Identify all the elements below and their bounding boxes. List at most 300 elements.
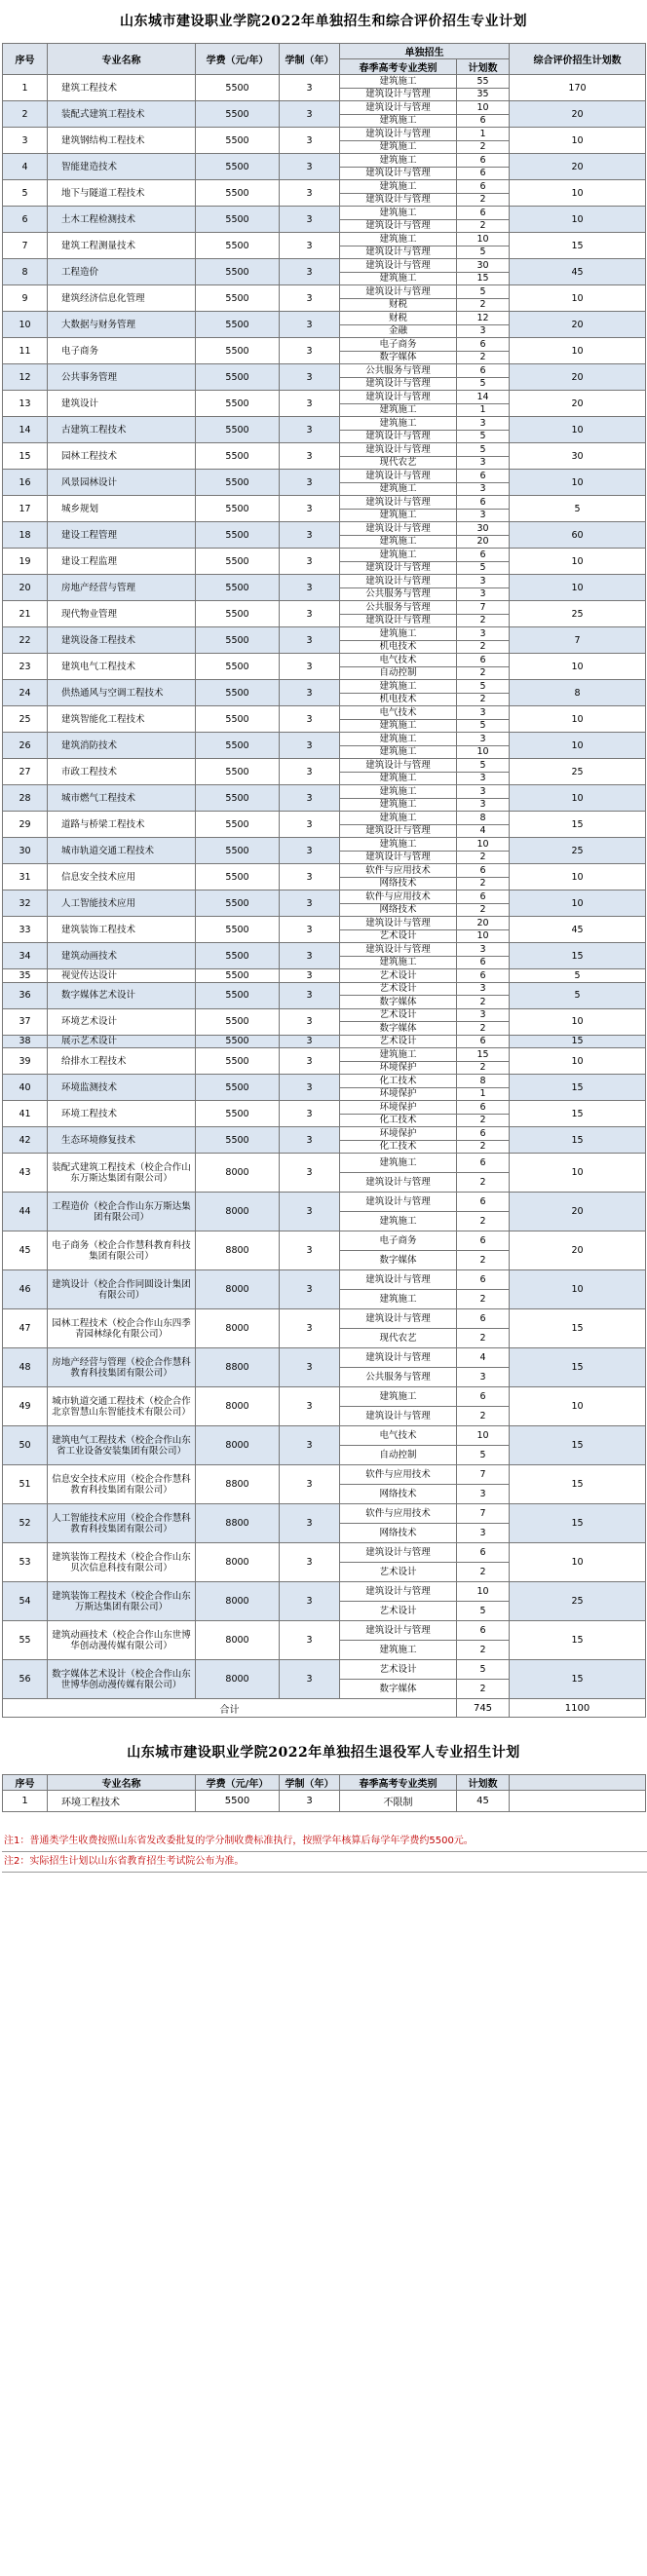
row-plan: 3 — [457, 733, 510, 746]
row-plan: 6 — [457, 496, 510, 510]
row-major: 城乡规划 — [48, 496, 196, 522]
row-category: 建筑施工 — [340, 233, 457, 246]
table-row — [3, 285, 646, 299]
row-category: 建筑设计与管理 — [340, 1270, 457, 1290]
row-plan: 20 — [457, 535, 510, 549]
row-comp: 25 — [510, 1582, 646, 1621]
row-plan: 6 — [457, 154, 510, 168]
row-plan: 6 — [457, 1035, 510, 1048]
row-years: 3 — [280, 1504, 340, 1543]
row-category: 财税 — [340, 298, 457, 312]
row-plan: 3 — [457, 456, 510, 470]
table-row — [3, 812, 646, 825]
row-category: 建筑施工 — [340, 140, 457, 154]
row-years: 3 — [280, 601, 340, 627]
row-comp: 10 — [510, 1048, 646, 1075]
row-fee: 5500 — [196, 1048, 280, 1075]
veteran-row-major: 环境工程技术 — [48, 1791, 196, 1812]
row-plan: 2 — [457, 851, 510, 864]
table-row — [3, 1465, 646, 1485]
row-years: 3 — [280, 1035, 340, 1048]
row-category: 建筑施工 — [340, 1154, 457, 1173]
row-category: 环境保护 — [340, 1087, 457, 1101]
row-years: 3 — [280, 1621, 340, 1660]
row-comp: 10 — [510, 549, 646, 575]
row-fee: 8000 — [196, 1426, 280, 1465]
row-plan: 4 — [457, 824, 510, 838]
table-row — [3, 364, 646, 378]
row-comp: 10 — [510, 1154, 646, 1193]
row-fee: 5500 — [196, 1075, 280, 1101]
table-row — [3, 312, 646, 325]
row-years: 3 — [280, 1193, 340, 1231]
row-category: 建筑施工 — [340, 627, 457, 641]
row-category: 建筑设计与管理 — [340, 824, 457, 838]
table-row — [3, 943, 646, 957]
row-fee: 8000 — [196, 1154, 280, 1193]
row-category: 建筑设计与管理 — [340, 522, 457, 536]
row-category: 机电技术 — [340, 640, 457, 654]
row-plan: 5 — [457, 285, 510, 299]
row-category: 网络技术 — [340, 903, 457, 917]
row-plan: 2 — [457, 903, 510, 917]
row-years: 3 — [280, 1127, 340, 1154]
table-row — [3, 627, 646, 641]
veteran-row-years: 3 — [280, 1791, 340, 1812]
row-major: 地下与隧道工程技术 — [48, 180, 196, 207]
veteran-row-empty — [510, 1791, 646, 1812]
row-plan: 6 — [457, 654, 510, 667]
row-plan: 3 — [457, 509, 510, 522]
veteran-row-plan: 45 — [457, 1791, 510, 1812]
row-category: 建筑施工 — [340, 680, 457, 694]
row-plan: 3 — [457, 706, 510, 720]
table-row — [3, 969, 646, 983]
row-plan: 55 — [457, 75, 510, 89]
row-no: 29 — [3, 812, 48, 838]
row-fee: 5500 — [196, 917, 280, 943]
row-fee: 5500 — [196, 654, 280, 680]
row-plan: 10 — [457, 1582, 510, 1602]
row-no: 12 — [3, 364, 48, 391]
table-row — [3, 207, 646, 220]
table-row — [3, 549, 646, 562]
row-plan: 10 — [457, 1426, 510, 1446]
row-category: 建筑施工 — [340, 114, 457, 128]
row-category: 建筑施工 — [340, 417, 457, 431]
row-plan: 30 — [457, 522, 510, 536]
row-major: 生态环境修复技术 — [48, 1127, 196, 1154]
row-no: 25 — [3, 706, 48, 733]
row-category: 艺术设计 — [340, 969, 457, 983]
row-category: 建筑设计与管理 — [340, 917, 457, 930]
row-no: 18 — [3, 522, 48, 549]
row-comp: 10 — [510, 654, 646, 680]
row-fee: 5500 — [196, 969, 280, 983]
row-no: 55 — [3, 1621, 48, 1660]
row-no: 10 — [3, 312, 48, 338]
row-no: 54 — [3, 1582, 48, 1621]
row-category: 电气技术 — [340, 706, 457, 720]
row-plan: 6 — [457, 1127, 510, 1141]
col-header-years: 学制（年） — [280, 1775, 340, 1791]
row-major: 建设工程管理 — [48, 522, 196, 549]
row-fee: 5500 — [196, 864, 280, 890]
row-plan: 15 — [457, 272, 510, 285]
row-category: 艺术设计 — [340, 1035, 457, 1048]
row-major: 园林工程技术（校企合作山东四季青园林绿化有限公司） — [48, 1309, 196, 1348]
row-plan: 4 — [457, 1348, 510, 1368]
col-header-comprehensive: 综合评价招生计划数 — [510, 44, 646, 75]
row-plan: 6 — [457, 364, 510, 378]
row-fee: 5500 — [196, 154, 280, 180]
row-fee: 5500 — [196, 443, 280, 470]
row-comp: 15 — [510, 943, 646, 969]
row-category: 建筑施工 — [340, 75, 457, 89]
row-plan: 2 — [457, 298, 510, 312]
row-years: 3 — [280, 1309, 340, 1348]
total-label: 合计 — [3, 1699, 457, 1718]
veteran-row-fee: 5500 — [196, 1791, 280, 1812]
row-category: 网络技术 — [340, 877, 457, 890]
row-no: 21 — [3, 601, 48, 627]
row-category: 建筑施工 — [340, 719, 457, 733]
row-plan: 3 — [457, 1008, 510, 1022]
row-no: 39 — [3, 1048, 48, 1075]
row-years: 3 — [280, 680, 340, 706]
row-plan: 6 — [457, 1270, 510, 1290]
row-years: 3 — [280, 1008, 340, 1035]
table-row — [3, 654, 646, 667]
row-category: 建筑设计与管理 — [340, 193, 457, 207]
row-plan: 6 — [457, 969, 510, 983]
col-header-years: 学制（年） — [280, 44, 340, 75]
row-comp: 10 — [510, 864, 646, 890]
row-category: 艺术设计 — [340, 1602, 457, 1621]
row-plan: 3 — [457, 587, 510, 601]
row-comp: 15 — [510, 1309, 646, 1348]
row-major: 公共事务管理 — [48, 364, 196, 391]
row-years: 3 — [280, 838, 340, 864]
table-row — [3, 1582, 646, 1602]
row-no: 35 — [3, 969, 48, 983]
row-fee: 8000 — [196, 1309, 280, 1348]
row-years: 3 — [280, 969, 340, 983]
row-years: 3 — [280, 575, 340, 601]
table-row — [3, 1309, 646, 1329]
row-fee: 5500 — [196, 706, 280, 733]
row-comp: 15 — [510, 1621, 646, 1660]
row-plan: 30 — [457, 259, 510, 273]
row-category: 化工技术 — [340, 1114, 457, 1127]
row-plan: 7 — [457, 601, 510, 615]
row-comp: 25 — [510, 601, 646, 627]
row-major: 建筑装饰工程技术 — [48, 917, 196, 943]
veteran-row-no: 1 — [3, 1791, 48, 1812]
row-category: 电子商务 — [340, 338, 457, 352]
row-plan: 6 — [457, 167, 510, 180]
row-years: 3 — [280, 75, 340, 101]
row-category: 建筑设计与管理 — [340, 943, 457, 957]
row-years: 3 — [280, 1231, 340, 1270]
row-fee: 8000 — [196, 1582, 280, 1621]
row-years: 3 — [280, 1348, 340, 1387]
row-category: 建筑设计与管理 — [340, 561, 457, 575]
row-fee: 5500 — [196, 259, 280, 285]
table-row — [3, 470, 646, 483]
row-plan: 6 — [457, 207, 510, 220]
row-major: 智能建造技术 — [48, 154, 196, 180]
row-plan: 6 — [457, 1101, 510, 1115]
table-row — [3, 1154, 646, 1173]
row-comp: 10 — [510, 338, 646, 364]
row-comp: 10 — [510, 1008, 646, 1035]
row-category: 建筑设计与管理 — [340, 377, 457, 391]
row-major: 园林工程技术 — [48, 443, 196, 470]
row-no: 53 — [3, 1543, 48, 1582]
row-comp: 20 — [510, 1193, 646, 1231]
row-comp: 5 — [510, 969, 646, 983]
row-major: 建设工程监理 — [48, 549, 196, 575]
row-comp: 10 — [510, 785, 646, 812]
row-comp: 20 — [510, 312, 646, 338]
row-no: 49 — [3, 1387, 48, 1426]
row-no: 34 — [3, 943, 48, 969]
row-fee: 5500 — [196, 785, 280, 812]
row-years: 3 — [280, 417, 340, 443]
table-row — [3, 1075, 646, 1088]
col-header-empty — [510, 1775, 646, 1791]
row-comp: 15 — [510, 1660, 646, 1699]
row-comp: 25 — [510, 838, 646, 864]
row-category: 建筑施工 — [340, 1290, 457, 1309]
enrollment-plan-table — [2, 43, 646, 1718]
note-2: 注2：实际招生计划以山东省教育招生考试院公布为准。 — [2, 1852, 647, 1873]
row-category: 网络技术 — [340, 1524, 457, 1543]
row-fee: 5500 — [196, 982, 280, 1008]
col-header-no: 序号 — [3, 1775, 48, 1791]
row-category: 建筑设计与管理 — [340, 759, 457, 773]
row-major: 市政工程技术 — [48, 759, 196, 785]
row-no: 32 — [3, 890, 48, 917]
row-plan: 5 — [457, 1602, 510, 1621]
row-comp: 10 — [510, 285, 646, 312]
row-plan: 3 — [457, 575, 510, 588]
row-comp: 20 — [510, 101, 646, 128]
row-plan: 10 — [457, 101, 510, 115]
table-row — [3, 154, 646, 168]
row-fee: 5500 — [196, 1035, 280, 1048]
row-comp: 10 — [510, 706, 646, 733]
row-plan: 35 — [457, 88, 510, 101]
col-header-fee: 学费（元/年） — [196, 1775, 280, 1791]
row-years: 3 — [280, 733, 340, 759]
row-category: 公共服务与管理 — [340, 587, 457, 601]
col-header-no: 序号 — [3, 44, 48, 75]
row-category: 建筑设计与管理 — [340, 614, 457, 627]
row-plan: 8 — [457, 812, 510, 825]
row-comp: 15 — [510, 1075, 646, 1101]
row-plan: 5 — [457, 443, 510, 457]
col-header-major: 专业名称 — [48, 1775, 196, 1791]
row-no: 27 — [3, 759, 48, 785]
col-header-category: 春季高考专业类别 — [340, 59, 457, 75]
row-years: 3 — [280, 1660, 340, 1699]
row-category: 现代农艺 — [340, 1329, 457, 1348]
row-plan: 2 — [457, 1251, 510, 1270]
row-category: 建筑施工 — [340, 733, 457, 746]
row-plan: 2 — [457, 1329, 510, 1348]
row-category: 建筑设计与管理 — [340, 1621, 457, 1641]
row-plan: 2 — [457, 614, 510, 627]
row-years: 3 — [280, 128, 340, 154]
row-plan: 2 — [457, 140, 510, 154]
row-category: 建筑设计与管理 — [340, 443, 457, 457]
row-plan: 6 — [457, 1543, 510, 1563]
row-major: 数字媒体艺术设计 — [48, 982, 196, 1008]
row-years: 3 — [280, 1543, 340, 1582]
row-major: 信息安全技术应用 — [48, 864, 196, 890]
row-major: 建筑电气工程技术 — [48, 654, 196, 680]
row-plan: 2 — [457, 666, 510, 680]
row-category: 建筑施工 — [340, 798, 457, 812]
row-comp: 5 — [510, 982, 646, 1008]
row-fee: 5500 — [196, 364, 280, 391]
row-comp: 20 — [510, 391, 646, 417]
row-category: 现代农艺 — [340, 456, 457, 470]
row-category: 环境保护 — [340, 1127, 457, 1141]
row-major: 大数据与财务管理 — [48, 312, 196, 338]
row-no: 14 — [3, 417, 48, 443]
table-row — [3, 338, 646, 352]
row-fee: 5500 — [196, 601, 280, 627]
row-category: 自动控制 — [340, 1446, 457, 1465]
row-plan: 1 — [457, 403, 510, 417]
row-category: 建筑设计与管理 — [340, 1309, 457, 1329]
row-comp: 30 — [510, 443, 646, 470]
row-plan: 3 — [457, 798, 510, 812]
row-major: 环境监测技术 — [48, 1075, 196, 1101]
table-body — [3, 75, 646, 1699]
row-plan: 5 — [457, 719, 510, 733]
row-no: 28 — [3, 785, 48, 812]
row-years: 3 — [280, 654, 340, 680]
table-row — [3, 1387, 646, 1407]
row-plan: 3 — [457, 785, 510, 799]
row-no: 51 — [3, 1465, 48, 1504]
row-years: 3 — [280, 549, 340, 575]
row-fee: 5500 — [196, 312, 280, 338]
row-major: 古建筑工程技术 — [48, 417, 196, 443]
row-comp: 15 — [510, 1504, 646, 1543]
row-fee: 8800 — [196, 1465, 280, 1504]
row-category: 建筑施工 — [340, 272, 457, 285]
row-category: 艺术设计 — [340, 1008, 457, 1022]
row-plan: 5 — [457, 1446, 510, 1465]
row-fee: 5500 — [196, 733, 280, 759]
row-years: 3 — [280, 890, 340, 917]
row-years: 3 — [280, 1426, 340, 1465]
row-category: 建筑施工 — [340, 180, 457, 194]
row-years: 3 — [280, 364, 340, 391]
row-plan: 8 — [457, 1075, 510, 1088]
row-category: 建筑设计与管理 — [340, 1348, 457, 1368]
row-comp: 45 — [510, 259, 646, 285]
row-plan: 3 — [457, 1368, 510, 1387]
row-fee: 5500 — [196, 207, 280, 233]
row-category: 数字媒体 — [340, 996, 457, 1009]
row-plan: 5 — [457, 430, 510, 443]
row-major: 建筑设备工程技术 — [48, 627, 196, 654]
row-comp: 20 — [510, 364, 646, 391]
row-fee: 5500 — [196, 1008, 280, 1035]
row-plan: 1 — [457, 128, 510, 141]
row-years: 3 — [280, 706, 340, 733]
row-major: 建筑装饰工程技术（校企合作山东贝次信息科技有限公司） — [48, 1543, 196, 1582]
row-comp: 20 — [510, 1231, 646, 1270]
row-no: 23 — [3, 654, 48, 680]
row-comp: 10 — [510, 1387, 646, 1426]
row-major: 城市燃气工程技术 — [48, 785, 196, 812]
row-no: 9 — [3, 285, 48, 312]
table-row — [3, 890, 646, 904]
table-row — [3, 522, 646, 536]
row-fee: 5500 — [196, 812, 280, 838]
row-plan: 6 — [457, 549, 510, 562]
row-category: 建筑设计与管理 — [340, 575, 457, 588]
row-plan: 6 — [457, 180, 510, 194]
row-fee: 5500 — [196, 391, 280, 417]
row-category: 艺术设计 — [340, 982, 457, 996]
row-plan: 5 — [457, 377, 510, 391]
row-plan: 2 — [457, 1407, 510, 1426]
row-comp: 10 — [510, 733, 646, 759]
row-category: 建筑设计与管理 — [340, 167, 457, 180]
row-category: 自动控制 — [340, 666, 457, 680]
veteran-row-category: 不限制 — [340, 1791, 457, 1812]
row-plan: 5 — [457, 561, 510, 575]
row-comp: 5 — [510, 496, 646, 522]
row-years: 3 — [280, 259, 340, 285]
row-plan: 3 — [457, 982, 510, 996]
row-years: 3 — [280, 1154, 340, 1193]
row-years: 3 — [280, 864, 340, 890]
row-plan: 6 — [457, 1193, 510, 1212]
table-row — [3, 601, 646, 615]
table-row — [3, 575, 646, 588]
row-category: 软件与应用技术 — [340, 1504, 457, 1524]
table-row — [3, 417, 646, 431]
row-category: 建筑设计与管理 — [340, 1173, 457, 1193]
row-plan: 6 — [457, 890, 510, 904]
row-category: 环境保护 — [340, 1061, 457, 1075]
row-category: 化工技术 — [340, 1140, 457, 1154]
row-no: 42 — [3, 1127, 48, 1154]
row-major: 视觉传达设计 — [48, 969, 196, 983]
row-fee: 8000 — [196, 1621, 280, 1660]
row-plan: 3 — [457, 627, 510, 641]
row-major: 电子商务（校企合作慧科教育科技集团有限公司） — [48, 1231, 196, 1270]
row-major: 人工智能技术应用 — [48, 890, 196, 917]
row-category: 建筑设计与管理 — [340, 1407, 457, 1426]
row-category: 建筑设计与管理 — [340, 219, 457, 233]
row-fee: 5500 — [196, 1101, 280, 1127]
row-comp: 10 — [510, 417, 646, 443]
row-years: 3 — [280, 982, 340, 1008]
row-no: 56 — [3, 1660, 48, 1699]
row-plan: 5 — [457, 759, 510, 773]
row-category: 建筑设计与管理 — [340, 101, 457, 115]
